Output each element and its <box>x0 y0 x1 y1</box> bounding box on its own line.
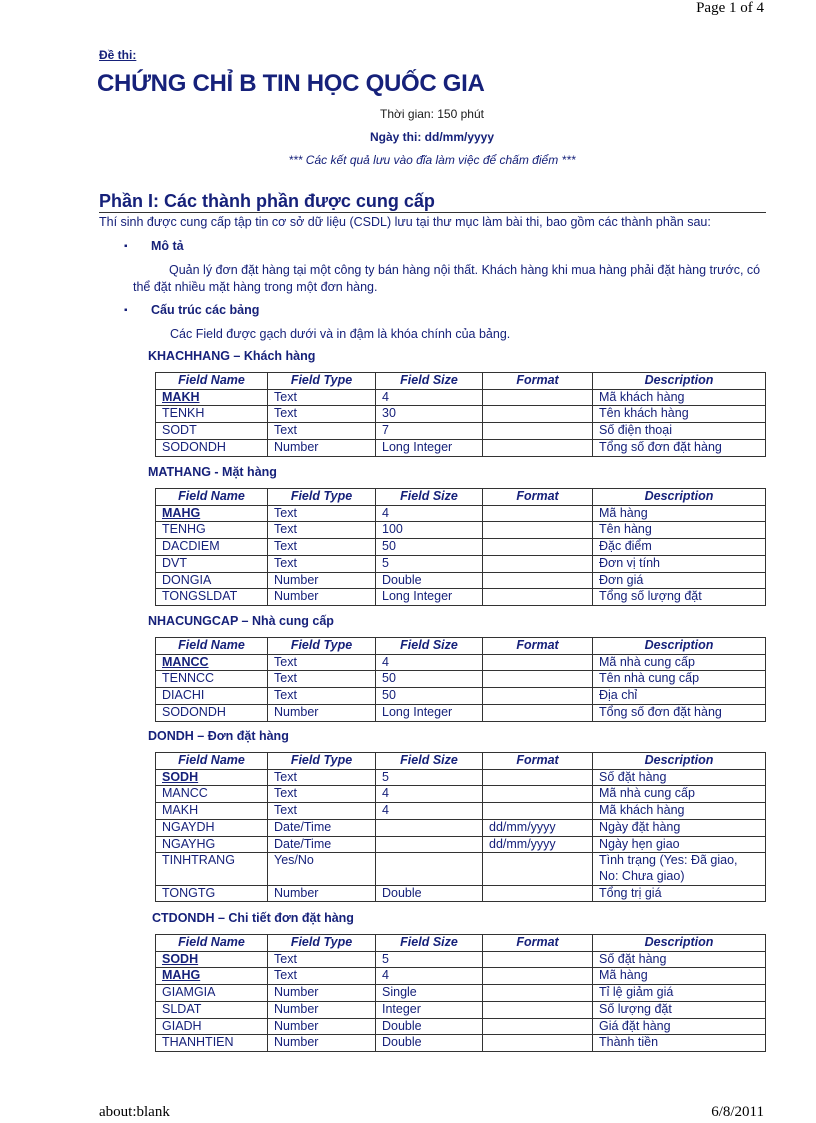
table-row <box>156 769 766 786</box>
column-header: Field Name <box>156 935 268 952</box>
field-type-cell: Text <box>268 968 376 985</box>
field-size-cell <box>376 836 483 853</box>
format-cell <box>483 539 593 556</box>
table-title: CTDONDH – Chi tiết đơn đặt hàng <box>152 911 354 925</box>
field-name-cell: MAHG <box>156 968 268 985</box>
field-size-cell: 50 <box>376 671 483 688</box>
format-cell <box>483 572 593 589</box>
description-cell: Số lượng đặt <box>593 1001 766 1018</box>
field-type-cell: Text <box>268 654 376 671</box>
part1-heading: Phần I: Các thành phần được cung cấp <box>99 191 435 211</box>
description-cell: Đơn giá <box>593 572 766 589</box>
field-size-cell: 5 <box>376 769 483 786</box>
field-type-cell: Date/Time <box>268 836 376 853</box>
field-type-cell: Number <box>268 589 376 606</box>
description-cell: Tình trạng (Yes: Đã giao, No: Chưa giao) <box>593 853 766 885</box>
column-header: Format <box>483 489 593 506</box>
field-size-cell: Double <box>376 572 483 589</box>
field-name-cell: GIADH <box>156 1018 268 1035</box>
table-title: DONDH – Đơn đặt hàng <box>148 729 289 743</box>
description-cell: Giá đặt hàng <box>593 1018 766 1035</box>
field-table <box>155 752 766 902</box>
bullet-icon: ▪ <box>124 241 128 252</box>
table-row <box>156 819 766 836</box>
description-cell: Đơn vị tính <box>593 555 766 572</box>
field-table <box>155 372 766 457</box>
table-row <box>156 505 766 522</box>
field-name-cell: TINHTRANG <box>156 853 268 885</box>
column-header: Description <box>593 935 766 952</box>
description-cell: Tổng số đơn đặt hàng <box>593 439 766 456</box>
field-size-cell: Integer <box>376 1001 483 1018</box>
field-name-cell: DVT <box>156 555 268 572</box>
description-cell: Mã nhà cung cấp <box>593 654 766 671</box>
description-cell: Tổng số lượng đặt <box>593 589 766 606</box>
field-table <box>155 637 766 722</box>
column-header: Field Name <box>156 638 268 655</box>
field-size-cell: 4 <box>376 786 483 803</box>
field-name-cell: SLDAT <box>156 1001 268 1018</box>
field-size-cell: 4 <box>376 389 483 406</box>
save-note: *** Các kết quả lưu vào đĩa làm việc để chấm điểm *** <box>288 153 576 167</box>
column-header: Field Size <box>376 638 483 655</box>
table-row <box>156 803 766 820</box>
format-cell <box>483 671 593 688</box>
field-size-cell: 4 <box>376 803 483 820</box>
field-type-cell: Text <box>268 803 376 820</box>
column-header: Field Type <box>268 935 376 952</box>
description-cell: Tổng số đơn đặt hàng <box>593 704 766 721</box>
field-size-cell: 50 <box>376 688 483 705</box>
table-row <box>156 688 766 705</box>
format-cell <box>483 853 593 885</box>
exam-date: Ngày thi: dd/mm/yyyy <box>369 130 495 144</box>
format-cell: dd/mm/yyyy <box>483 819 593 836</box>
table-row <box>156 406 766 423</box>
field-type-cell: Text <box>268 505 376 522</box>
format-cell <box>483 704 593 721</box>
field-name-cell: NGAYHG <box>156 836 268 853</box>
field-type-cell: Text <box>268 389 376 406</box>
field-size-cell: 4 <box>376 654 483 671</box>
field-name-cell: TENKH <box>156 406 268 423</box>
field-name-cell: MANCC <box>156 654 268 671</box>
column-header: Field Size <box>376 753 483 770</box>
description-cell: Tỉ lệ giảm giá <box>593 985 766 1002</box>
field-type-cell: Text <box>268 539 376 556</box>
table-header-row <box>156 753 766 770</box>
table-header-row <box>156 638 766 655</box>
table-header-row <box>156 489 766 506</box>
column-header: Format <box>483 638 593 655</box>
format-cell <box>483 1001 593 1018</box>
field-type-cell: Text <box>268 951 376 968</box>
description-text: Quản lý đơn đặt hàng tại một công ty bán hàng nội thất. Khách hàng khi mua hàng phải đặt hàng trước, có thể đặt nhiều mặt hàng trong một đơn hàng. <box>133 263 761 294</box>
table-title: KHACHHANG – Khách hàng <box>148 349 316 363</box>
field-size-cell: Long Integer <box>376 439 483 456</box>
table-row <box>156 539 766 556</box>
description-cell: Địa chỉ <box>593 688 766 705</box>
description-cell: Số điện thoại <box>593 423 766 440</box>
field-type-cell: Text <box>268 769 376 786</box>
field-size-cell: 5 <box>376 951 483 968</box>
table-row <box>156 671 766 688</box>
bullet-icon: ▪ <box>124 305 128 316</box>
field-name-cell: DACDIEM <box>156 539 268 556</box>
field-name-cell: SODT <box>156 423 268 440</box>
description-cell: Số đặt hàng <box>593 769 766 786</box>
field-type-cell: Yes/No <box>268 853 376 885</box>
field-size-cell: Single <box>376 985 483 1002</box>
description-cell: Ngày đặt hàng <box>593 819 766 836</box>
field-size-cell: Double <box>376 885 483 902</box>
field-name-cell: TENHG <box>156 522 268 539</box>
field-size-cell <box>376 819 483 836</box>
table-row <box>156 555 766 572</box>
field-size-cell: 100 <box>376 522 483 539</box>
column-header: Format <box>483 753 593 770</box>
field-name-cell: MAKH <box>156 389 268 406</box>
format-cell <box>483 885 593 902</box>
field-name-cell: DONGIA <box>156 572 268 589</box>
field-name-cell: GIAMGIA <box>156 985 268 1002</box>
format-cell <box>483 688 593 705</box>
field-size-cell: Double <box>376 1018 483 1035</box>
field-size-cell: 50 <box>376 539 483 556</box>
field-type-cell: Number <box>268 704 376 721</box>
description-cell: Tên khách hàng <box>593 406 766 423</box>
table-title: MATHANG - Mặt hàng <box>148 465 277 479</box>
description-cell: Tên nhà cung cấp <box>593 671 766 688</box>
field-size-cell: Long Integer <box>376 704 483 721</box>
field-size-cell: 5 <box>376 555 483 572</box>
column-header: Description <box>593 489 766 506</box>
part1-intro: Thí sinh được cung cấp tập tin cơ sở dữ liệu (CSDL) lưu tại thư mục làm bài thi, bao gồm các thành phần sau: <box>99 215 711 229</box>
table-row <box>156 985 766 1002</box>
field-type-cell: Number <box>268 1018 376 1035</box>
table-row <box>156 522 766 539</box>
column-header: Description <box>593 753 766 770</box>
field-size-cell <box>376 853 483 885</box>
field-type-cell: Text <box>268 688 376 705</box>
field-type-cell: Text <box>268 671 376 688</box>
document-title: CHỨNG CHỈ B TIN HỌC QUỐC GIA <box>97 70 485 97</box>
format-cell <box>483 769 593 786</box>
format-cell <box>483 985 593 1002</box>
field-type-cell: Number <box>268 572 376 589</box>
field-name-cell: TONGSLDAT <box>156 589 268 606</box>
table-row <box>156 836 766 853</box>
field-name-cell: SODH <box>156 769 268 786</box>
table-header-row <box>156 373 766 390</box>
part1-divider <box>99 212 766 213</box>
column-header: Description <box>593 638 766 655</box>
field-size-cell: Double <box>376 1035 483 1052</box>
table-row <box>156 439 766 456</box>
format-cell <box>483 589 593 606</box>
field-name-cell: THANHTIEN <box>156 1035 268 1052</box>
column-header: Field Name <box>156 489 268 506</box>
field-type-cell: Date/Time <box>268 819 376 836</box>
table-row <box>156 423 766 440</box>
field-name-cell: DIACHI <box>156 688 268 705</box>
table-row <box>156 885 766 902</box>
description-cell: Mã nhà cung cấp <box>593 786 766 803</box>
format-cell <box>483 968 593 985</box>
table-row <box>156 853 766 885</box>
description-cell: Số đặt hàng <box>593 951 766 968</box>
description-heading: Mô tả <box>151 239 184 253</box>
table-row <box>156 589 766 606</box>
format-cell <box>483 803 593 820</box>
column-header: Description <box>593 373 766 390</box>
field-name-cell: MAKH <box>156 803 268 820</box>
column-header: Field Name <box>156 373 268 390</box>
description-cell: Mã hàng <box>593 968 766 985</box>
field-type-cell: Text <box>268 786 376 803</box>
format-cell <box>483 406 593 423</box>
field-type-cell: Number <box>268 885 376 902</box>
field-name-cell: MANCC <box>156 786 268 803</box>
table-row <box>156 572 766 589</box>
column-header: Field Type <box>268 753 376 770</box>
column-header: Field Type <box>268 489 376 506</box>
table-row <box>156 968 766 985</box>
field-name-cell: TENNCC <box>156 671 268 688</box>
format-cell <box>483 654 593 671</box>
field-type-cell: Number <box>268 1001 376 1018</box>
format-cell <box>483 389 593 406</box>
table-row <box>156 1001 766 1018</box>
table-row <box>156 1018 766 1035</box>
format-cell <box>483 505 593 522</box>
description-cell: Mã khách hàng <box>593 389 766 406</box>
format-cell <box>483 522 593 539</box>
field-type-cell: Number <box>268 1035 376 1052</box>
field-name-cell: SODONDH <box>156 439 268 456</box>
exam-label: Đề thi: <box>99 48 137 62</box>
table-row <box>156 389 766 406</box>
field-name-cell: SODH <box>156 951 268 968</box>
format-cell <box>483 555 593 572</box>
field-name-cell: TONGTG <box>156 885 268 902</box>
description-cell: Đặc điểm <box>593 539 766 556</box>
format-cell <box>483 786 593 803</box>
footer-date: 6/8/2011 <box>711 1104 764 1120</box>
structure-heading: Cấu trúc các bảng <box>151 303 260 317</box>
field-name-cell: SODONDH <box>156 704 268 721</box>
table-row <box>156 1035 766 1052</box>
field-size-cell: 4 <box>376 505 483 522</box>
exam-duration: Thời gian: 150 phút <box>380 107 484 121</box>
table-row <box>156 704 766 721</box>
column-header: Field Size <box>376 935 483 952</box>
field-size-cell: 7 <box>376 423 483 440</box>
description-cell: Tên hàng <box>593 522 766 539</box>
structure-text: Các Field được gạch dưới và in đậm là khóa chính của bảng. <box>170 327 511 341</box>
field-type-cell: Number <box>268 439 376 456</box>
description-cell: Tổng trị giá <box>593 885 766 902</box>
column-header: Field Size <box>376 489 483 506</box>
description-cell: Ngày hẹn giao <box>593 836 766 853</box>
table-row <box>156 786 766 803</box>
column-header: Format <box>483 935 593 952</box>
field-table <box>155 934 766 1052</box>
table-row <box>156 951 766 968</box>
field-type-cell: Text <box>268 423 376 440</box>
table-title: NHACUNGCAP – Nhà cung cấp <box>148 614 334 628</box>
footer-url: about:blank <box>99 1104 170 1120</box>
field-size-cell: Long Integer <box>376 589 483 606</box>
column-header: Field Size <box>376 373 483 390</box>
field-type-cell: Text <box>268 555 376 572</box>
field-type-cell: Number <box>268 985 376 1002</box>
field-size-cell: 30 <box>376 406 483 423</box>
format-cell <box>483 1035 593 1052</box>
field-type-cell: Text <box>268 522 376 539</box>
field-name-cell: MAHG <box>156 505 268 522</box>
page-number: Page 1 of 4 <box>696 0 764 16</box>
column-header: Field Type <box>268 638 376 655</box>
column-header: Field Name <box>156 753 268 770</box>
description-cell: Mã hàng <box>593 505 766 522</box>
table-row <box>156 654 766 671</box>
format-cell <box>483 423 593 440</box>
format-cell <box>483 1018 593 1035</box>
format-cell: dd/mm/yyyy <box>483 836 593 853</box>
column-header: Field Type <box>268 373 376 390</box>
field-size-cell: 4 <box>376 968 483 985</box>
field-table <box>155 488 766 606</box>
field-type-cell: Text <box>268 406 376 423</box>
field-name-cell: NGAYDH <box>156 819 268 836</box>
format-cell <box>483 951 593 968</box>
table-header-row <box>156 935 766 952</box>
description-cell: Mã khách hàng <box>593 803 766 820</box>
description-cell: Thành tiền <box>593 1035 766 1052</box>
column-header: Format <box>483 373 593 390</box>
format-cell <box>483 439 593 456</box>
